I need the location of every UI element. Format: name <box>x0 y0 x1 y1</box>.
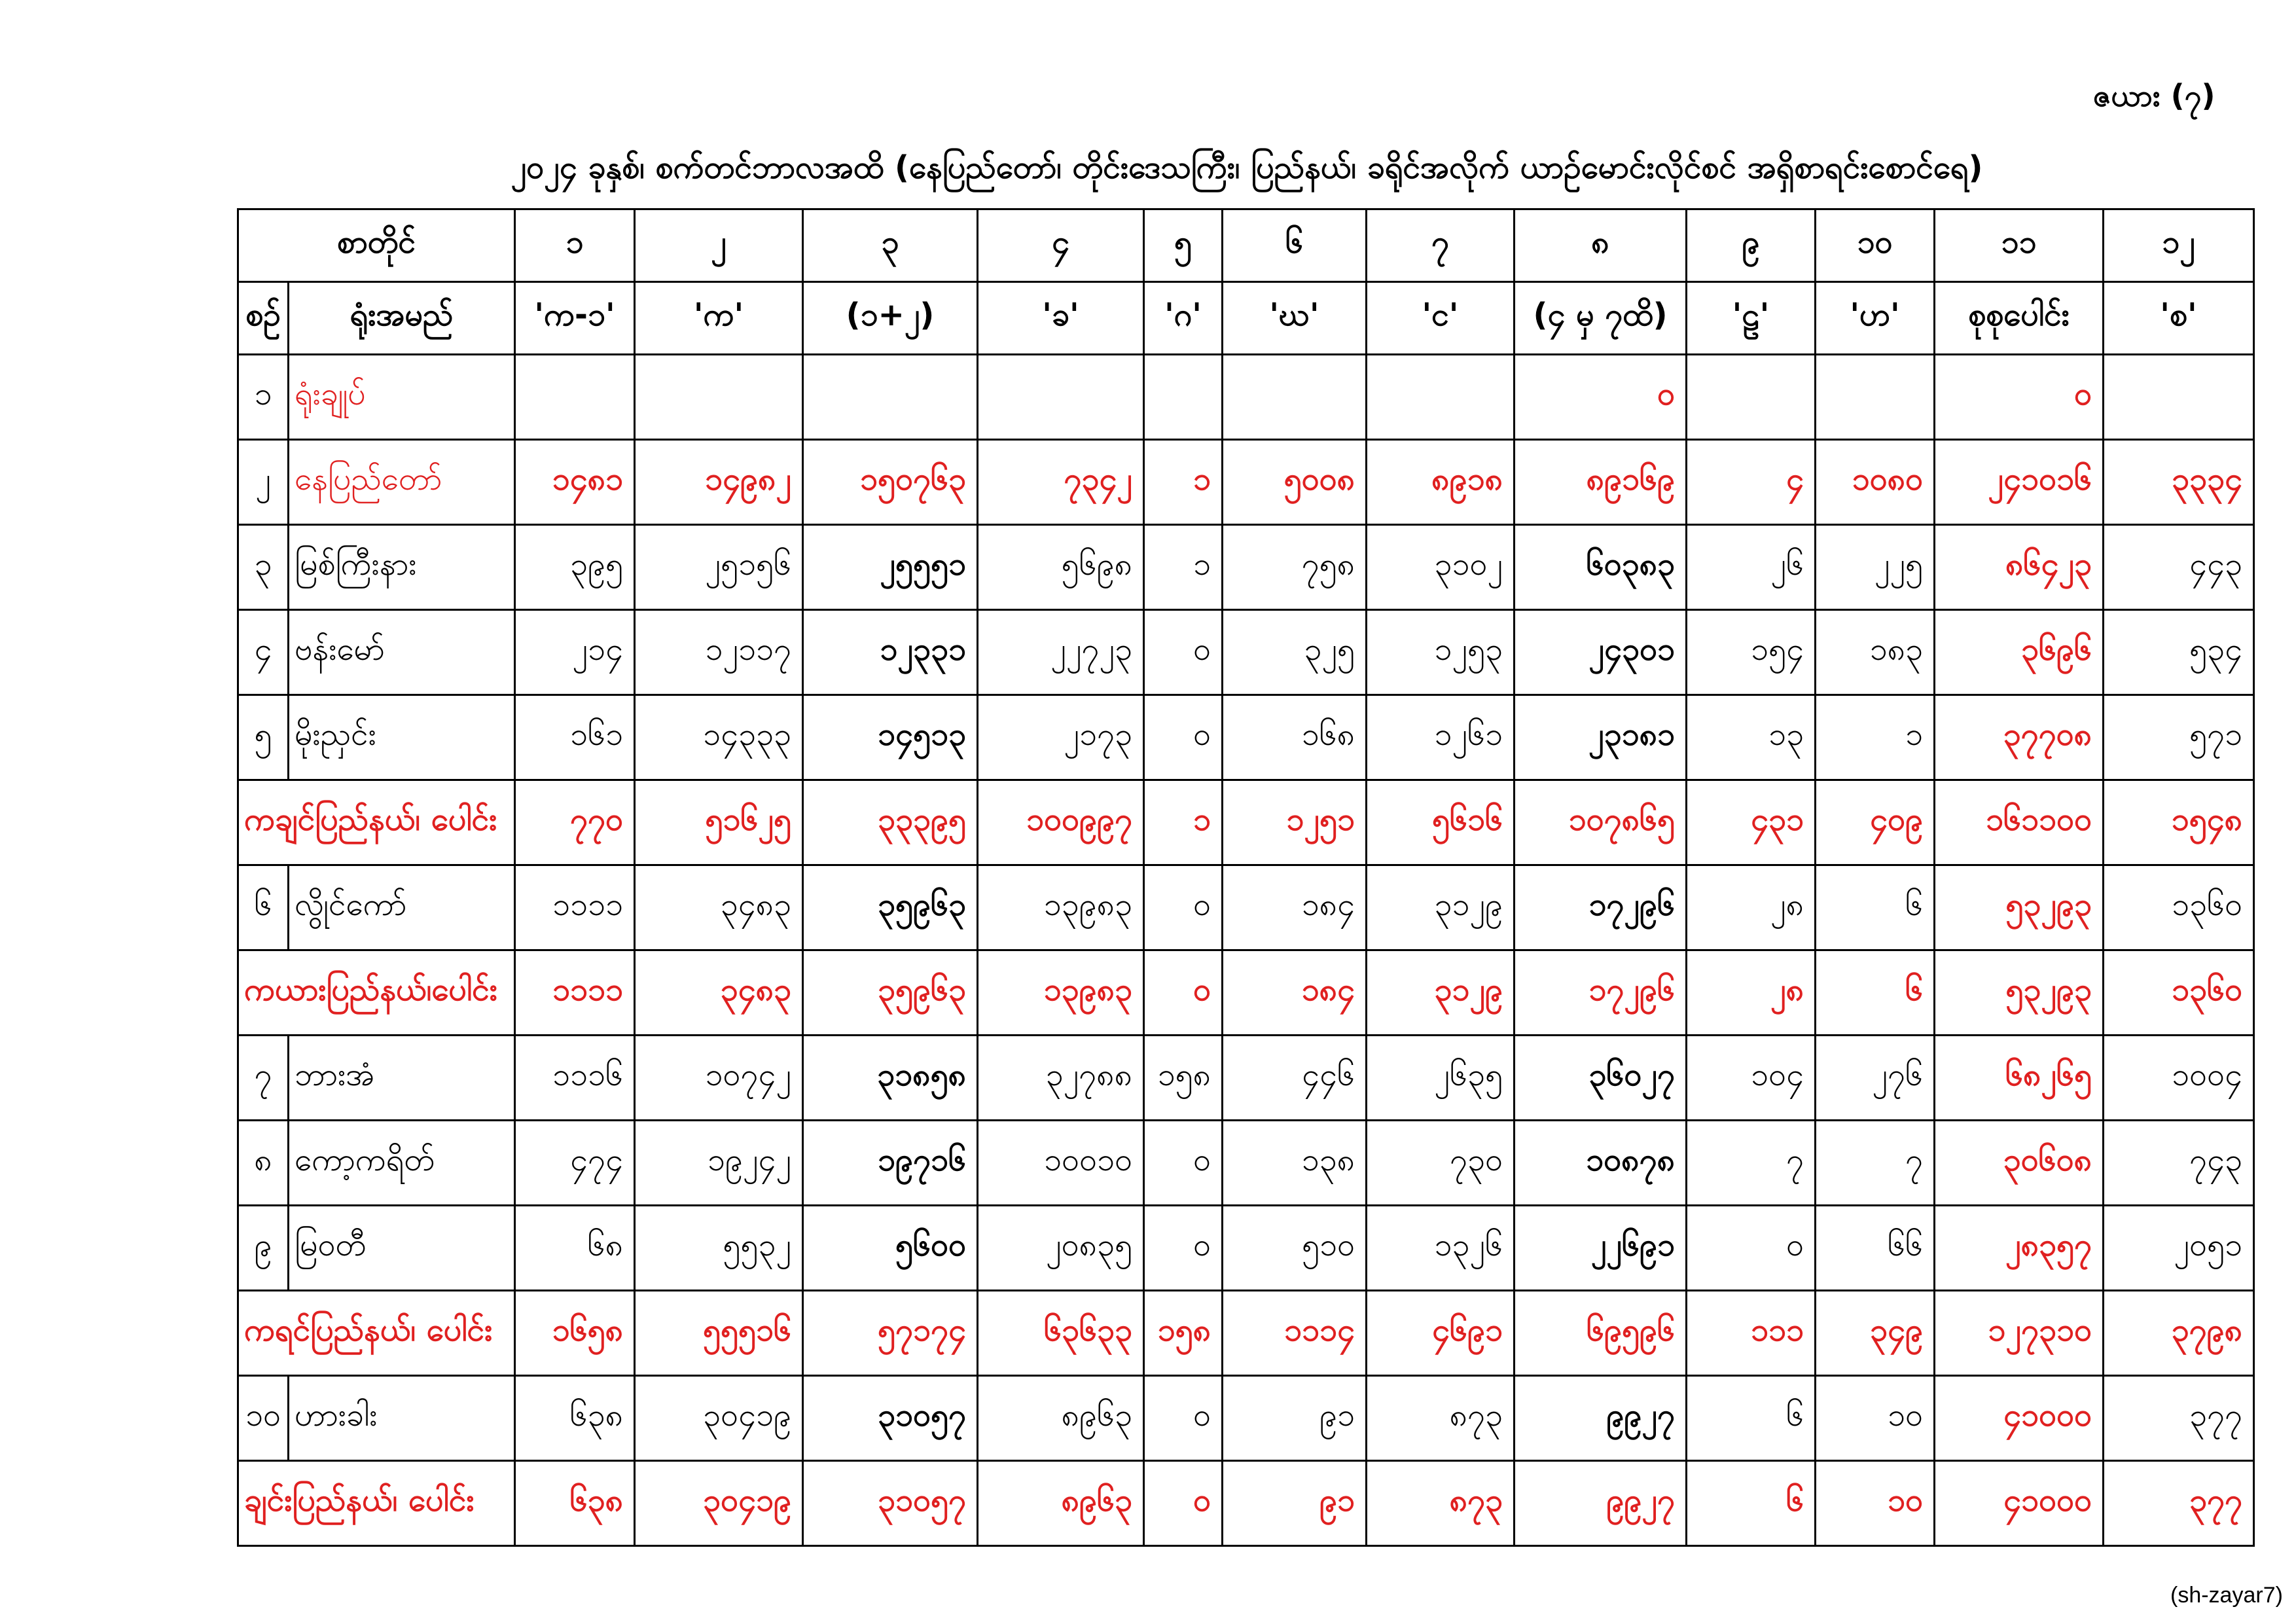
serial-number: ၃ <box>238 525 289 610</box>
table-cell: ၄၁၀၀၀ <box>1935 1376 2104 1461</box>
col-type: (၁+၂) <box>803 282 978 355</box>
col-number: ၆ <box>1223 209 1367 282</box>
table-cell: ၁၈၄ <box>1223 950 1367 1036</box>
col-number: ၉ <box>1687 209 1816 282</box>
table-cell: ၁၀၈၇၈ <box>1515 1121 1687 1206</box>
col-number: ၁၂ <box>2104 209 2254 282</box>
col-number: ၁၁ <box>1935 209 2104 282</box>
table-cell: ၄၇၄ <box>515 1121 635 1206</box>
table-cell: ၉၉၂၇ <box>1515 1461 1687 1546</box>
table-cell: ၃၀၄၁၉ <box>635 1376 803 1461</box>
table-cell: ၃၅၉၆၃ <box>803 950 978 1036</box>
table-cell: ၆၉၅၉၆ <box>1515 1291 1687 1376</box>
table-cell: ၃၉၅ <box>515 525 635 610</box>
table-cell: ၇၃၀ <box>1367 1121 1515 1206</box>
footer-code: (sh-zayar7) <box>2170 1583 2283 1608</box>
table-cell: ၆၀၃၈၃ <box>1515 525 1687 610</box>
table-cell: ၇၇၀ <box>515 780 635 865</box>
table-cell: ၀ <box>1144 950 1223 1036</box>
table-cell: ၁၅၈ <box>1144 1291 1223 1376</box>
table-cell: ၁၃၆၀ <box>2104 865 2254 950</box>
table-cell: ၀ <box>1144 1121 1223 1206</box>
table-cell: ၅၅၃၂ <box>635 1206 803 1291</box>
table-cell: ၀ <box>1144 610 1223 695</box>
serial-number: ၇ <box>238 1036 289 1121</box>
table-cell: ၁၁၁၁ <box>515 950 635 1036</box>
table-cell: ၂၂၆၉၁ <box>1515 1206 1687 1291</box>
table-cell: ၁၂၃၃၁ <box>803 610 978 695</box>
table-cell: ၂၃၁၈၁ <box>1515 695 1687 780</box>
serial-number: ၈ <box>238 1121 289 1206</box>
table-cell: ၃၀၄၁၉ <box>635 1461 803 1546</box>
table-cell: ၂၈ <box>1687 950 1816 1036</box>
office-name: ကော့ကရိတ် <box>289 1121 515 1206</box>
table-cell <box>1223 355 1367 440</box>
table-cell: ၇၄၃ <box>2104 1121 2254 1206</box>
office-name: ဘားအံ <box>289 1036 515 1121</box>
table-cell: ၂၁၇၃ <box>978 695 1144 780</box>
subtotal-label: ချင်းပြည်နယ်၊ ပေါင်း <box>238 1461 515 1546</box>
col-number: ၇ <box>1367 209 1515 282</box>
office-name: မိုးညှင်း <box>289 695 515 780</box>
table-cell: ၁၆၅၈ <box>515 1291 635 1376</box>
table-row <box>238 1121 2254 1206</box>
col-number: ၈ <box>1515 209 1687 282</box>
office-name: ဗန်းမော် <box>289 610 515 695</box>
column-type-row <box>238 282 2254 355</box>
table-cell: ၃၁၀၅၇ <box>803 1376 978 1461</box>
table-cell: ၇ <box>1816 1121 1935 1206</box>
table-cell: ၁ <box>1144 440 1223 525</box>
col-number: ၃ <box>803 209 978 282</box>
table-cell: ၀ <box>1687 1206 1816 1291</box>
col-number: ၁ <box>515 209 635 282</box>
table-cell: ၄၃၁ <box>1687 780 1816 865</box>
subtotal-label: ကချင်ပြည်နယ်၊ ပေါင်း <box>238 780 515 865</box>
table-cell: ၆ <box>1687 1376 1816 1461</box>
table-cell: ၃၁၀၂ <box>1367 525 1515 610</box>
table-cell: ၃၂၇၈၈ <box>978 1036 1144 1121</box>
office-name: ရုံးချုပ် <box>289 355 515 440</box>
subtotal-row <box>238 780 2254 865</box>
table-cell: ၁၀၀၉၉၇ <box>978 780 1144 865</box>
table-cell: ၃၄၉ <box>1816 1291 1935 1376</box>
table-cell: ၁၀၈၀ <box>1816 440 1935 525</box>
table-cell: ၁၂၇၃၁၀ <box>1935 1291 2104 1376</box>
table-cell <box>1367 355 1515 440</box>
table-cell: ၄၄၃ <box>2104 525 2254 610</box>
table-cell: ၆ <box>1687 1461 1816 1546</box>
table-cell: ၅၃၂၉၃ <box>1935 865 2104 950</box>
table-cell: ၁၀ <box>1816 1376 1935 1461</box>
table-cell: ၈၇၃ <box>1367 1376 1515 1461</box>
serial-number: ၅ <box>238 695 289 780</box>
table-cell: ၂၂၇၂၃ <box>978 610 1144 695</box>
page-title: ၂၀၂၄ ခုနှစ်၊ စက်တင်ဘာလအထိ (နေပြည်တော်၊ တိုင်းဒေသကြီး၊ ပြည်နယ်၊ ခရိုင်အလိုက် ယာဉ်မောင်းလိုင်စင် အရှိစာရင်းစောင်ရေ) <box>511 149 1983 186</box>
table-cell: ၆၃၈ <box>515 1461 635 1546</box>
table-cell: ၁၃၈ <box>1223 1121 1367 1206</box>
table-cell: ၂၆၃၅ <box>1367 1036 1515 1121</box>
table-cell: ၁ <box>1144 780 1223 865</box>
table-cell: ၁၄၉၈၂ <box>635 440 803 525</box>
serial-number: ၁ <box>238 355 289 440</box>
table-cell: ၁၃၉၈၃ <box>978 950 1144 1036</box>
col-label-header: စာတိုင် <box>238 209 515 282</box>
table-cell: ၇ <box>1687 1121 1816 1206</box>
table-number: ဇယား (၇) <box>2093 78 2215 113</box>
table-cell: ၈၉၆၃ <box>978 1376 1144 1461</box>
table-cell: ၂၂၅ <box>1816 525 1935 610</box>
table-cell: ၃၁၈၅၈ <box>803 1036 978 1121</box>
table-cell: ၁၂၅၃ <box>1367 610 1515 695</box>
office-name: မြဝတီ <box>289 1206 515 1291</box>
table-cell: ၆ <box>1816 950 1935 1036</box>
table-cell: ၁၃ <box>1687 695 1816 780</box>
serial-number: ၉ <box>238 1206 289 1291</box>
subtotal-row <box>238 1461 2254 1546</box>
table-cell: ၉၁ <box>1223 1461 1367 1546</box>
subtotal-label: ကရင်ပြည်နယ်၊ ပေါင်း <box>238 1291 515 1376</box>
table-cell: ၁၂၅၁ <box>1223 780 1367 865</box>
table-cell: ၃၇၇ <box>2104 1461 2254 1546</box>
table-cell: ၂၈ <box>1687 865 1816 950</box>
table-cell <box>1816 355 1935 440</box>
table-cell: ၀ <box>1144 1461 1223 1546</box>
table-row <box>238 1376 2254 1461</box>
table-cell: ၆၃၆၃၃ <box>978 1291 1144 1376</box>
col-type: 'က-၁' <box>515 282 635 355</box>
subtotal-row <box>238 1291 2254 1376</box>
table-row <box>238 865 2254 950</box>
table-cell: ၁၄၅၁၃ <box>803 695 978 780</box>
table-cell: ၅၃၂၉၃ <box>1935 950 2104 1036</box>
table-cell: ၁၀၀၄ <box>2104 1036 2254 1121</box>
table-cell: ၄ <box>1687 440 1816 525</box>
sr-header: စဉ် <box>238 282 289 355</box>
col-type: 'ဠ' <box>1687 282 1816 355</box>
table-cell: ၆၆ <box>1816 1206 1935 1291</box>
table-cell: ၁၀၇၄၂ <box>635 1036 803 1121</box>
table-row <box>238 440 2254 525</box>
table-cell: ၁၅၄ <box>1687 610 1816 695</box>
table-cell: ၉၁ <box>1223 1376 1367 1461</box>
col-type: 'က' <box>635 282 803 355</box>
table-cell: ၈၇၃ <box>1367 1461 1515 1546</box>
table-cell: ၁၇၂၉၆ <box>1515 865 1687 950</box>
table-cell: ၆၈၂၆၅ <box>1935 1036 2104 1121</box>
table-cell: ၁၇၂၉၆ <box>1515 950 1687 1036</box>
office-header: ရုံးအမည် <box>289 282 515 355</box>
table-cell: ၉၉၂၇ <box>1515 1376 1687 1461</box>
table-cell: ၂၈၃၅၇ <box>1935 1206 2104 1291</box>
table-cell: ၆၈ <box>515 1206 635 1291</box>
table-cell: ၂၆ <box>1687 525 1816 610</box>
table-row <box>238 610 2254 695</box>
col-type: စုစုပေါင်း <box>1935 282 2104 355</box>
serial-number: ၁၀ <box>238 1376 289 1461</box>
table-cell: ၂၅၁၅၆ <box>635 525 803 610</box>
table-cell: ၁၀၄ <box>1687 1036 1816 1121</box>
table-cell: ၈၉၁၆၉ <box>1515 440 1687 525</box>
table-cell: ၁၂၁၁၇ <box>635 610 803 695</box>
table-cell: ၁၀၀၁၀ <box>978 1121 1144 1206</box>
table-cell: ၂၁၄ <box>515 610 635 695</box>
table-cell: ၁၈၃ <box>1816 610 1935 695</box>
table-cell: ၇၃၄၂ <box>978 440 1144 525</box>
office-name: မြစ်ကြီးနား <box>289 525 515 610</box>
table-cell: ၁၅၀၇၆၃ <box>803 440 978 525</box>
table-cell: ၁ <box>1816 695 1935 780</box>
col-type: 'ဃ' <box>1223 282 1367 355</box>
col-number: ၅ <box>1144 209 1223 282</box>
table-cell <box>1144 355 1223 440</box>
col-number: ၄ <box>978 209 1144 282</box>
table-cell: ၃၁၂၉ <box>1367 950 1515 1036</box>
table-cell: ၃၃၃၉၅ <box>803 780 978 865</box>
table-cell: ၃၁၂၉ <box>1367 865 1515 950</box>
table-cell: ၃၇၇၀၈ <box>1935 695 2104 780</box>
table-row <box>238 695 2254 780</box>
table-cell: ၁၃၆၀ <box>2104 950 2254 1036</box>
table-cell: ၁၉၇၁၆ <box>803 1121 978 1206</box>
table-cell: ၀ <box>1144 695 1223 780</box>
column-number-row <box>238 209 2254 282</box>
table-cell: ၅၆၀၀ <box>803 1206 978 1291</box>
table-cell: ၁၆၁ <box>515 695 635 780</box>
table-cell: ၃၇၇ <box>2104 1376 2254 1461</box>
table-cell: ၀ <box>1144 865 1223 950</box>
table-cell: ၁၃၉၈၃ <box>978 865 1144 950</box>
license-table <box>237 208 2255 1547</box>
table-cell: ၃၀၆၀၈ <box>1935 1121 2104 1206</box>
table-cell: ၅၅၅၁၆ <box>635 1291 803 1376</box>
table-cell: ၅၆၉၈ <box>978 525 1144 610</box>
table-cell: ၁၀ <box>1816 1461 1935 1546</box>
table-cell: ၁၄၈၁ <box>515 440 635 525</box>
table-cell: ၅၁၆၂၅ <box>635 780 803 865</box>
table-cell: ၁၆၈ <box>1223 695 1367 780</box>
table-cell: ၁၂၆၁ <box>1367 695 1515 780</box>
col-number: ၁၀ <box>1816 209 1935 282</box>
table-cell: ၅၁၀ <box>1223 1206 1367 1291</box>
table-cell: ၃၃၃၄ <box>2104 440 2254 525</box>
table-cell: ၈၆၄၂၃ <box>1935 525 2104 610</box>
table-cell: ၁၁၁၆ <box>515 1036 635 1121</box>
table-cell: ၁၁၁ <box>1687 1291 1816 1376</box>
table-cell <box>978 355 1144 440</box>
table-cell: ၁၈၄ <box>1223 865 1367 950</box>
table-cell: ၈၉၁၈ <box>1367 440 1515 525</box>
col-type: 'င' <box>1367 282 1515 355</box>
table-cell: ၂၀၅၁ <box>2104 1206 2254 1291</box>
table-cell: ၃၄၈၃ <box>635 865 803 950</box>
table-row <box>238 1206 2254 1291</box>
table-cell: ၀ <box>1144 1376 1223 1461</box>
office-name: ဟားခါး <box>289 1376 515 1461</box>
table-cell: ၂၄၃၀၁ <box>1515 610 1687 695</box>
table-cell: ၃၂၅ <box>1223 610 1367 695</box>
table-cell: ၄၀၉ <box>1816 780 1935 865</box>
table-row <box>238 1036 2254 1121</box>
table-cell: ၄၄၆ <box>1223 1036 1367 1121</box>
table-cell: ၈၉၆၃ <box>978 1461 1144 1546</box>
table-cell: ၁၄၃၃၃ <box>635 695 803 780</box>
table-cell: ၅၃၄ <box>2104 610 2254 695</box>
col-type: (၄ မှ ၇ထိ) <box>1515 282 1687 355</box>
table-cell: ၂၇၆ <box>1816 1036 1935 1121</box>
subtotal-row <box>238 950 2254 1036</box>
table-cell: ၂၄၁၀၁၆ <box>1935 440 2104 525</box>
table-cell: ၃၁၀၅၇ <box>803 1461 978 1546</box>
table-cell: ၇၅၈ <box>1223 525 1367 610</box>
col-type: 'စ' <box>2104 282 2254 355</box>
col-type: 'ခ' <box>978 282 1144 355</box>
table-cell: ၅၆၁၆ <box>1367 780 1515 865</box>
table-cell <box>803 355 978 440</box>
table-cell: ၁ <box>1144 525 1223 610</box>
table-cell: ၅၇၁၇၄ <box>803 1291 978 1376</box>
table-row <box>238 525 2254 610</box>
table-cell: ၃၇၉၈ <box>2104 1291 2254 1376</box>
table-cell: ၃၆၉၆ <box>1935 610 2104 695</box>
table-cell: ၅၀၀၈ <box>1223 440 1367 525</box>
table-cell: ၀ <box>1515 355 1687 440</box>
table-cell: ၁၀၇၈၆၅ <box>1515 780 1687 865</box>
table-cell: ၃၄၈၃ <box>635 950 803 1036</box>
table-cell: ၀ <box>1935 355 2104 440</box>
subtotal-label: ကယားပြည်နယ်၊ပေါင်း <box>238 950 515 1036</box>
serial-number: ၆ <box>238 865 289 950</box>
office-name: နေပြည်တော် <box>289 440 515 525</box>
office-name: လွိုင်ကော် <box>289 865 515 950</box>
table-cell: ၃၅၉၆၃ <box>803 865 978 950</box>
table-cell: ၁၁၁၄ <box>1223 1291 1367 1376</box>
table-cell: ၂၅၅၅၁ <box>803 525 978 610</box>
table-cell: ၅၇၁ <box>2104 695 2254 780</box>
table-cell <box>515 355 635 440</box>
col-number: ၂ <box>635 209 803 282</box>
table-cell: ၂၀၈၃၅ <box>978 1206 1144 1291</box>
table-cell: ၄၁၀၀၀ <box>1935 1461 2104 1546</box>
serial-number: ၂ <box>238 440 289 525</box>
table-cell <box>1687 355 1816 440</box>
table-row <box>238 355 2254 440</box>
table-cell <box>635 355 803 440</box>
table-cell: ၁၅၄၈ <box>2104 780 2254 865</box>
table-cell: ၁၃၂၆ <box>1367 1206 1515 1291</box>
table-cell: ၀ <box>1144 1206 1223 1291</box>
table-cell: ၁၁၁၁ <box>515 865 635 950</box>
table-cell: ၁၉၂၄၂ <box>635 1121 803 1206</box>
table-cell: ၁၅၈ <box>1144 1036 1223 1121</box>
table-cell: ၁၆၁၁၀၀ <box>1935 780 2104 865</box>
col-type: 'ဂ' <box>1144 282 1223 355</box>
col-type: 'ဟ' <box>1816 282 1935 355</box>
table-cell: ၆ <box>1816 865 1935 950</box>
table-cell: ၄၆၉၁ <box>1367 1291 1515 1376</box>
table-cell <box>2104 355 2254 440</box>
table-cell: ၃၆၀၂၇ <box>1515 1036 1687 1121</box>
table-cell: ၆၃၈ <box>515 1376 635 1461</box>
serial-number: ၄ <box>238 610 289 695</box>
